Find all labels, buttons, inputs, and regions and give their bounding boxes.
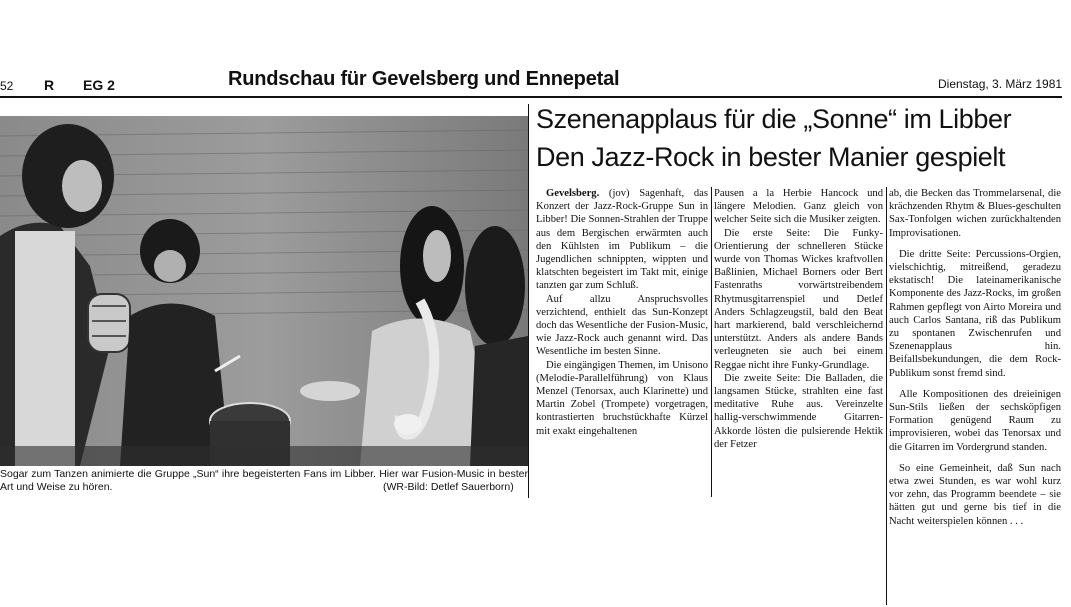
paragraph-text: ab, die Becken das Trommelarsenal, die krächzenden Rhytm & Blues-geschulten Sax-Tonfolgen wichen zurückhaltenden Improvisationen. [889, 188, 1061, 239]
paragraph [536, 293, 708, 359]
paragraph-text: Auf allzu Anspruchsvolles verzichtend, enthielt das Sun-Konzept doch das Wesentliche der Fusion-Music, wie Jazz-Rock auch genannt wird. Das Wesentliche im besten Sinne. [536, 293, 708, 358]
paragraph [889, 187, 1061, 240]
paragraph-text: Die dritte Seite: Percussions-Orgien, vielschichtig, mitreißend, geradezu ekstatisch! Die lateinamerikanische Komponente des Jazz-Rocks, im großen Rahmen gepflegt von Airto Moreira und auch Carlos Santana, riß das Publikum zu spontanen Zwischenrufen und Szenenapplaus hin. Beifallsbekundungen, die dem Rock-Publikum sonst fremd sind. [889, 248, 1061, 379]
paragraph [714, 227, 883, 372]
article-headline: Szenenapplaus für die „Sonne“ im Libber [536, 104, 1012, 134]
band-photo-image [0, 116, 528, 466]
article-column-1 [536, 187, 708, 497]
paragraph-text: Pausen a la Herbie Hancock und längere Melodien. Ganz gleich von welcher Seite sich die Musiker zeigten. [714, 188, 883, 226]
column-divider-main [528, 104, 529, 498]
column-divider-1 [711, 187, 712, 497]
paragraph-text: Die zweite Seite: Die Balladen, die langsamen Stücke, strahlten eine fast meditative Ruhe aus. Vereinzelte hallig-verschwimmende Gitarren-Akkorde lösten die pulsierende Hektik der Fetzer [714, 372, 883, 450]
article-column-2 [714, 187, 883, 497]
band-photo [0, 116, 528, 466]
section-title: Rundschau für Gevelsberg und Ennepetal [228, 68, 620, 90]
issue-date: Dienstag, 3. März 1981 [938, 77, 1063, 91]
photo-credit: (WR-Bild: Detlef Sauerborn) [383, 481, 514, 493]
paragraph [889, 248, 1061, 380]
paragraph-text: Die eingängigen Themen, im Unisono (Melodie-Parallelführung) von Klaus Menzel (Tenorsax, auch Klarinette) und Martin Zobel (Trompete) vorgetragen, kontrastierten bruchstückhafte Kürzel mit exakt eingehaltenen [536, 359, 708, 437]
paragraph [536, 359, 708, 438]
paragraph [536, 187, 708, 293]
paragraph-text: (jov) Sagenhaft, das Konzert der Jazz-Rock-Gruppe Sun in Libber! Die Sonnen-Strahlen der Truppe aus dem Bergischen erwärmten auch den Kühlsten im Publikum – die Jugendlichen schnippten, wippten und klatschten begeistert im Takt mit, einige tanzten gar zum Schluß. [536, 188, 708, 292]
paragraph [714, 372, 883, 451]
column-divider-2 [886, 187, 887, 605]
article-subheadline: Den Jazz-Rock in bester Manier gespielt [536, 142, 1006, 172]
paragraph [889, 462, 1061, 528]
article-column-3 [889, 187, 1061, 597]
header-rule [0, 96, 1062, 98]
paragraph-text: Die erste Seite: Die Funky-Orientierung der schnelleren Stücke wurde von Thomas Wickes kraftvollen Baßlinien, Michael Borners oder Bert Fastenraths vorwärtstreibendem Rhytmusgitarrenspiel und Detlef Anders Schlagzeugstil, bald den Beat hart markierend, bald verschleichernd unterstützt. Anders als andere Bands verleugneten sie auch bei einem Reggae nicht ihre Funky-Grundlage. [714, 227, 883, 371]
paragraph [714, 187, 883, 227]
dateline: Gevelsberg. [546, 188, 600, 199]
paragraph-text: So eine Gemeinheit, daß Sun nach etwa zwei Stunden, es war wohl kurz vor zehn, das Programm beendete – sie hätten gut und gerne bis tief in die Nacht weiterspielen können . . . [889, 462, 1061, 527]
page-number: 52 [0, 79, 14, 93]
edition-code: EG 2 [83, 77, 115, 93]
paragraph [889, 388, 1061, 454]
edition-letter: R [44, 77, 55, 93]
photo-caption-text: Sogar zum Tanzen animierte die Gruppe „Sun“ ihre begeisterten Fans im Libber. Hier war Fusion-Music in bester Art und Weise zu hören. [0, 468, 528, 493]
paragraph-text: Alle Kompositionen des dreieinigen Sun-Stils ließen der sechsköpfigen Formation genügend Raum zu improvisieren, wobei das Tenorsax und die Gitarren im Vordergrund standen. [889, 388, 1061, 453]
